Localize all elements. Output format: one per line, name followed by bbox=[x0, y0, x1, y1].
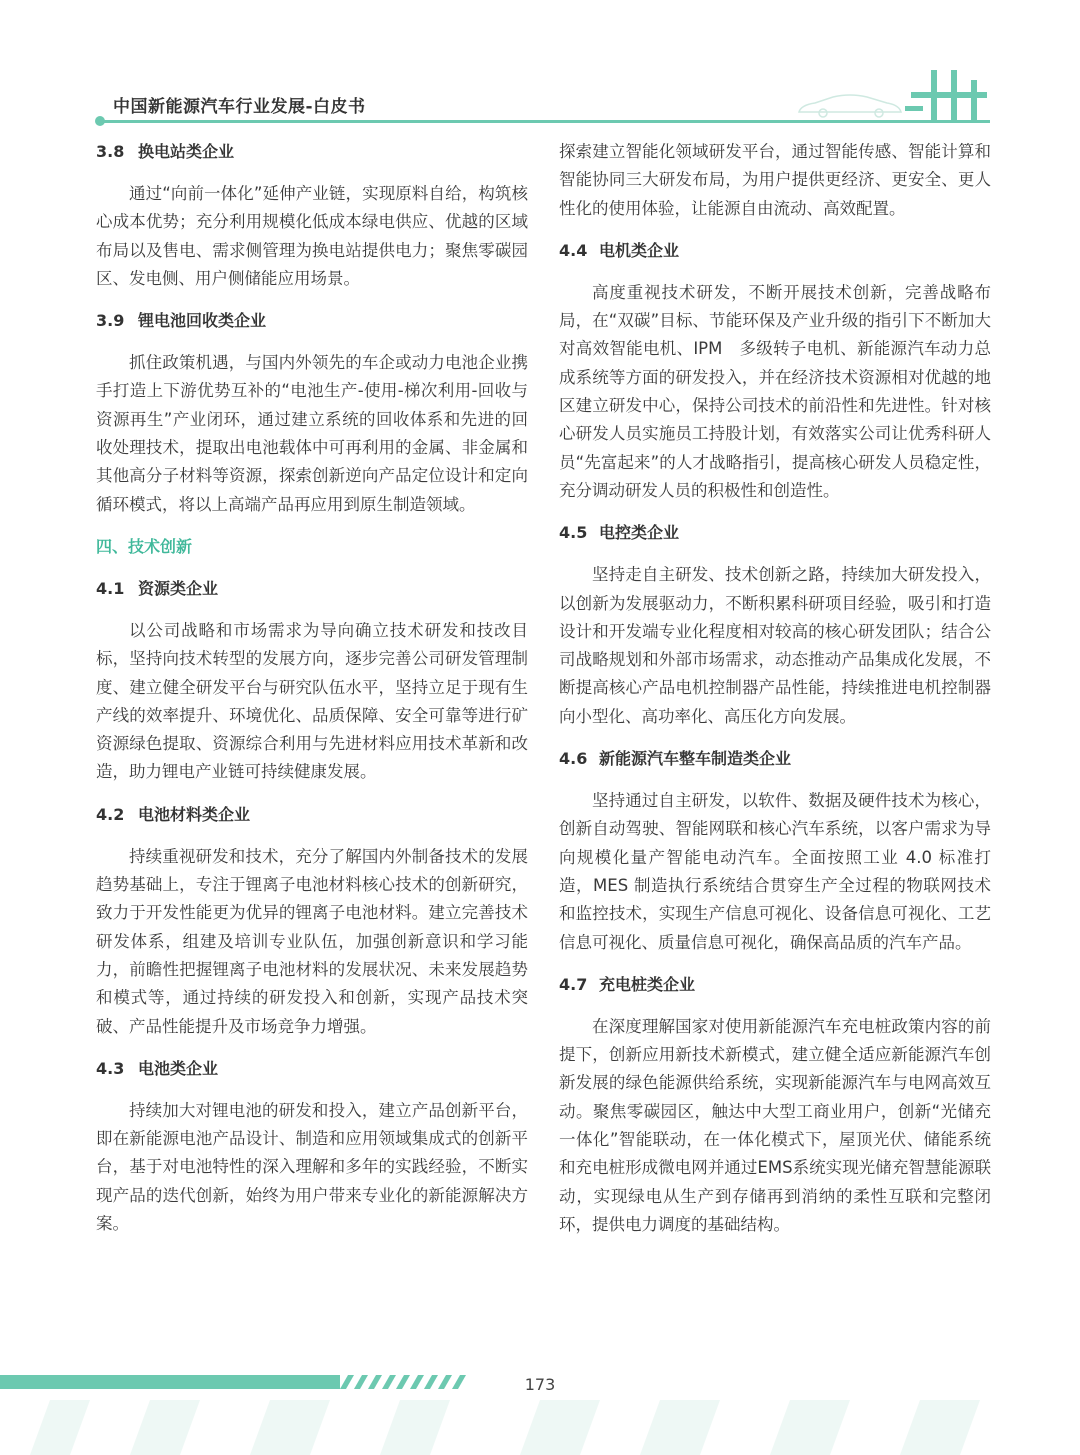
heading-4-3: 4.3 电池类企业 bbox=[96, 1058, 219, 1078]
heading-3-8: 3.8 换电站类企业 bbox=[96, 142, 235, 161]
heading-4-5: 4.5 电控类企业 bbox=[559, 523, 680, 543]
paragraph-4-1: 以公司战略和市场需求为导向确立技术研发和技改目标，坚持向技术转型的发展方向，逐步完善公司研发管理制度、建立健全研发平台与研究队伍水平，坚持立足于现有生产线的效率提升、环境优化、品质保障、安全可靠等进行矿资源绿色提取、资源综合利用与先进材料应用技术革新和改造，助力锂电产业链可持续健康发展。 bbox=[96, 620, 528, 782]
paragraph-4-3: 持续加大对锂电池的研发和投入，建立产品创新平台，即在新能源电池产品设计、制造和应用领域集成式的创新平台，基于对电池特性的深入理解和多年的实践经验，不断实现产品的迭代创新，始终为用户带来专业化的新能源解决方案。 bbox=[96, 1100, 528, 1234]
right-column bbox=[559, 138, 991, 1239]
header-rule bbox=[100, 120, 990, 123]
paragraph-4-2: 持续重视研发和技术，充分了解国内外制备技术的发展趋势基础上，专注于锂离子电池材料核心技术的创新研究，致力于开发性能更为优异的锂离子电池材料。建立完善技术研发体系，组建及培训专业队伍，加强创新意识和学习能力，前瞻性把握锂离子电池材料的发展状况、未来发展趋势和模式等，通过持续的研发投入和创新，实现产品技术突破、产品性能提升及市场竞争力增强。 bbox=[96, 846, 528, 1036]
paragraph-4-6: 坚持通过自主研发，以软件、数据及硬件技术为核心，创新自动驾驶、智能网联和核心汽车系统，以客户需求为导向规模化量产智能电动汽车。全面按照工业 4.0 标准打造，MES 制造执行系统结合贯穿生产全过程的物联网技术和监控技术，实现生产信息可视化、设备信息可视化、工艺信息可视化、质量信息可视化，确保高品质的汽车产品。 bbox=[559, 791, 991, 952]
paragraph-continued: 探索建立智能化领域研发平台，通过智能传感、智能计算和智能协同三大研发布局，为用户提供更经济、更安全、更人性化的使用体验，让能源自由流动、高效配置。 bbox=[559, 142, 991, 218]
brand-logo-icon bbox=[905, 66, 991, 126]
heading-3-9: 3.9 锂电池回收类企业 bbox=[96, 311, 267, 331]
heading-4-2: 4.2 电池材料类企业 bbox=[96, 804, 251, 824]
heading-4-7: 4.7 充电桩类企业 bbox=[559, 974, 696, 994]
footer-stripes bbox=[340, 1375, 470, 1389]
left-column bbox=[96, 138, 528, 1238]
heading-4-6: 4.6 新能源汽车整车制造类企业 bbox=[559, 749, 792, 769]
paragraph-4-5: 坚持走自主研发、技术创新之路，持续加大研发投入，以创新为发展驱动力，不断积累科研项目经验，吸引和打造设计和开发端专业化程度相对较高的核心研发团队；结合公司战略规划和外部市场需求，动态推动产品集成化发展，不断提高核心产品电机控制器产品性能，持续推进电机控制器向小型化、高功率化、高压化方向发展。 bbox=[559, 565, 991, 726]
decorative-watermark bbox=[0, 1390, 1080, 1455]
paragraph-4-7: 在深度理解国家对使用新能源汽车充电桩政策内容的前提下，创新应用新技术新模式，建立健全适应新能源汽车创新发展的绿色能源供给系统，实现新能源汽车与电网高效互动。聚焦零碳园区，触达中大型工商业用户，创新“光储充一体化”智能联动，在一体化模式下，屋顶光伏、储能系统和充电桩形成微电网并通过EMS系统实现光储充智慧能源联动，实现绿电从生产到存储再到消纳的柔性互联和完整闭环，提供电力调度的基础结构。 bbox=[559, 1016, 991, 1234]
paragraph-4-4: 高度重视技术研发，不断开展技术创新，完善战略布局，在“双碳”目标、节能环保及产业升级的指引下不断加大对高效智能电机、IPM 多级转子电机、新能源汽车动力总成系统等方面的研发投入，并在经济技术资源相对优越的地区建立研发中心，保持公司技术的前沿性和先进性。针对核心研发人员实施员工持股计划，有效落实公司让优秀科研人员“先富起来”的人才战略指引，提高核心研发人员稳定性，充分调动研发人员的积极性和创造性。 bbox=[559, 282, 991, 500]
footer-accent-band bbox=[0, 1375, 340, 1389]
heading-4-1: 4.1 资源类企业 bbox=[96, 578, 219, 598]
paragraph-3-8: 通过“向前一体化”延伸产业链，实现原料自给，构筑核心成本优势；充分利用规模化低成本绿电供应、优越的区域布局以及售电、需求侧管理为换电站提供电力；聚焦零碳园区、发电侧、用户侧储能应用场景。 bbox=[96, 184, 528, 288]
section-title-4: 四、技术创新 bbox=[96, 536, 193, 556]
page-header-title: 中国新能源汽车行业发展-白皮书 bbox=[113, 97, 366, 117]
page-number: 173 bbox=[524, 1375, 556, 1394]
car-outline-icon bbox=[795, 92, 905, 118]
heading-4-4: 4.4 电机类企业 bbox=[559, 240, 680, 260]
paragraph-3-9: 抓住政策机遇，与国内外领先的车企或动力电池企业携手打造上下游优势互补的“电池生产-使用-梯次利用-回收与资源再生”产业闭环，通过建立系统的回收体系和先进的回收处理技术，提取出电池载体中可再利用的金属、非金属和其他高分子材料等资源，探索创新逆向产品定位设计和定向循环模式，将以上高端产品再应用到原生制造领域。 bbox=[96, 353, 528, 514]
